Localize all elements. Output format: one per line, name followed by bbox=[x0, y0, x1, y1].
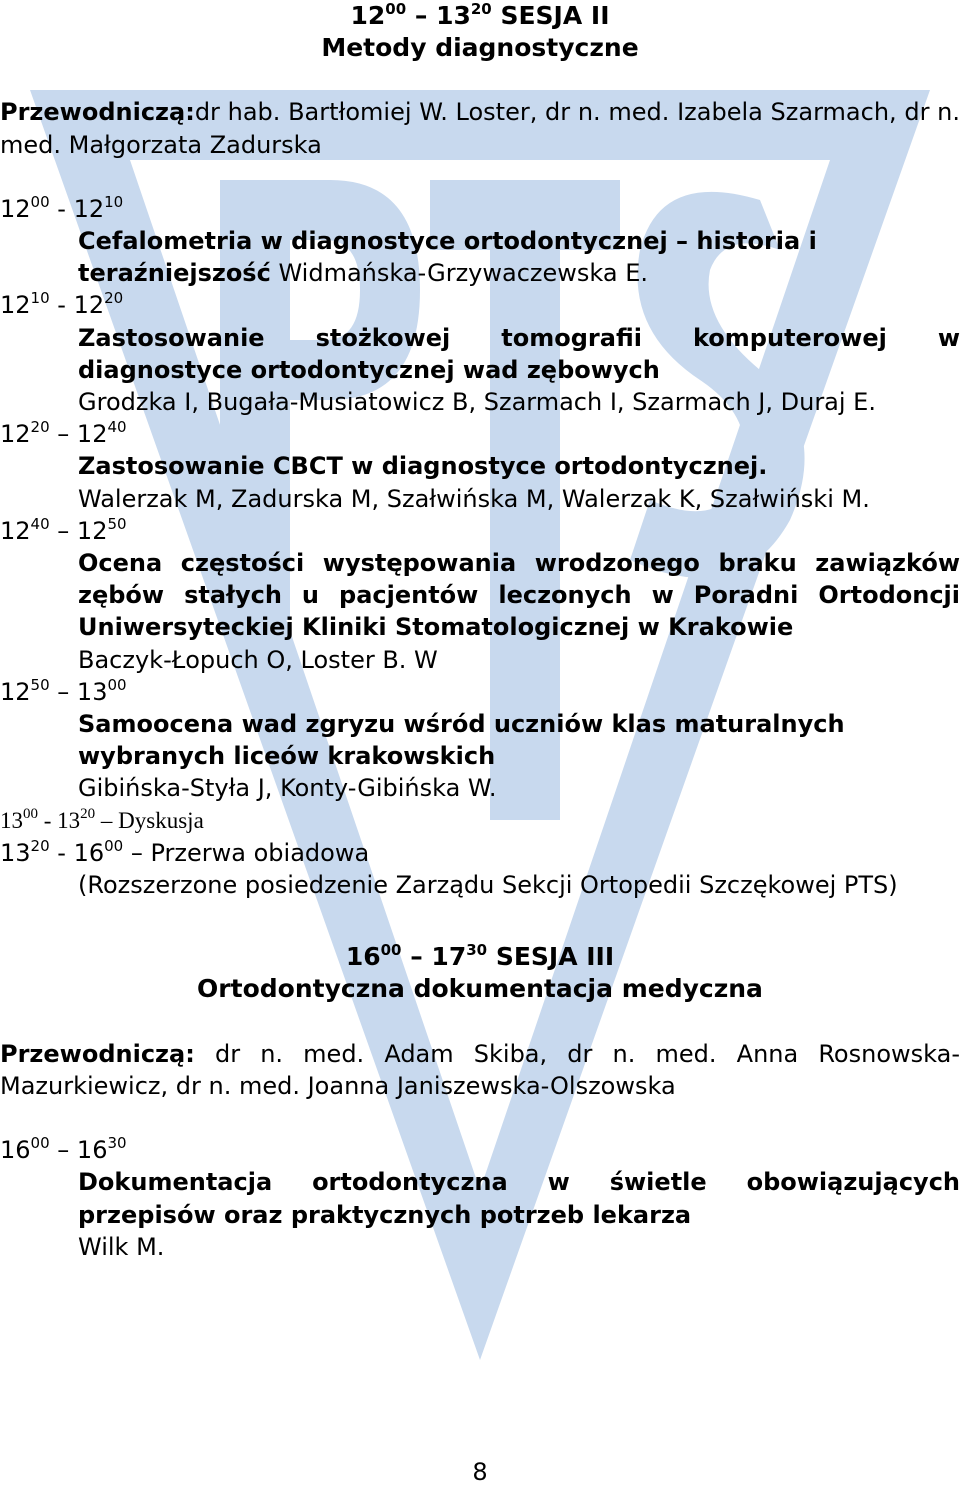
talk-5-title: Samoocena wad zgryzu wśród uczniów klas maturalnych wybranych liceów krakowskich bbox=[78, 710, 845, 771]
session3-header bbox=[0, 941, 960, 1005]
page-number: 8 bbox=[472, 1458, 488, 1486]
talk-3-title: Zastosowanie CBCT w diagnostyce ortodontycznej. bbox=[78, 452, 768, 481]
talk-5-authors: Gibińska-Styła J, Konty-Gibińska W. bbox=[78, 774, 497, 803]
talk-3-time: $12^{20} - 12^{40}$ bbox=[0, 418, 127, 449]
talk-1-title: Cefalometria w diagnostyce ortodontycznej – historia i teraźniejszość bbox=[78, 227, 817, 288]
session2-chairs-label: Przewodniczą: bbox=[0, 98, 195, 127]
session2-chairs-text: dr hab. Bartłomiej W. Loster, dr n. med. Izabela Szarmach, dr n. med. Małgorzata Zadurska bbox=[0, 98, 960, 159]
session2-label: SESJA II bbox=[500, 1, 610, 30]
lunch-label: – Przerwa obiadowa bbox=[130, 838, 370, 867]
session2-time: $12^{00} - 13^{20}$ SESJA II bbox=[350, 0, 610, 30]
session3-chairs-label: Przewodniczą: bbox=[0, 1039, 195, 1068]
session3-label: SESJA III bbox=[495, 942, 615, 972]
talk-2-title: Zastosowanie stożkowej tomografii komputerowej w diagnostyce ortodontycznej wad zębowych bbox=[78, 323, 960, 384]
lunch-row: $13^{20} - 16^{00}$ – Przerwa obiadowa (Rozszerzone posiedzenie Zarządu Sekcji Ortopedii Szczękowej PTS) bbox=[0, 837, 960, 901]
talk-5 bbox=[0, 676, 960, 805]
session3-chairs-text: dr n. med. Adam Skiba, dr n. med. Anna Rosnowska-Mazurkiewicz, dr n. med. Joanna Janiszewska-Olszowska bbox=[0, 1039, 960, 1100]
talk-6-authors: Wilk M. bbox=[78, 1232, 165, 1261]
talk-6 bbox=[0, 1134, 960, 1263]
talk-1 bbox=[0, 193, 960, 290]
talk-4-authors: Baczyk-Łopuch O, Loster B. W bbox=[78, 645, 438, 674]
session3-chairs bbox=[0, 1038, 960, 1102]
talk-1-time: $12^{00} - 12^{10}$ bbox=[0, 192, 124, 223]
talk-4-time: $12^{40} - 12^{50}$ bbox=[0, 514, 127, 545]
talk-4 bbox=[0, 515, 960, 676]
talk-1-authors: Widmańska-Grzywaczewska E. bbox=[278, 259, 648, 288]
session2-chairs bbox=[0, 96, 960, 160]
session3-time: $16^{00} - 17^{30}$ SESJA III bbox=[345, 940, 615, 972]
discussion-row: $13^{00} - 13^{20}$ – Dyskusja bbox=[0, 806, 204, 833]
talk-6-time: $16^{00} - 16^{30}$ bbox=[0, 1134, 127, 1165]
talk-3-authors: Walerzak M, Zadurska M, Szałwińska M, Walerzak K, Szałwiński M. bbox=[78, 484, 870, 513]
talk-2 bbox=[0, 289, 960, 418]
session2-header bbox=[0, 0, 960, 64]
lunch-note: (Rozszerzone posiedzenie Zarządu Sekcji Ortopedii Szczękowej PTS) bbox=[78, 871, 898, 900]
talk-6-title: Dokumentacja ortodontyczna w świetle obowiązujących przepisów oraz praktycznych potrzeb lekarza bbox=[78, 1168, 960, 1229]
session3-subtitle: Ortodontyczna dokumentacja medyczna bbox=[197, 974, 763, 1004]
talk-3 bbox=[0, 418, 960, 515]
session2-subtitle: Metody diagnostyczne bbox=[321, 33, 639, 63]
discussion-label: – Dyskusja bbox=[100, 807, 204, 833]
talk-2-time: $12^{10} - 12^{20}$ bbox=[0, 289, 124, 320]
talk-5-time: $12^{50} - 13^{00}$ bbox=[0, 675, 127, 706]
talk-4-title: Ocena częstości występowania wrodzonego braku zawiązków zębów stałych u pacjentów leczonych w Poradni Ortodoncji Uniwersyteckiej Kliniki Stomatologicznej w Krakowie bbox=[78, 549, 960, 642]
talk-2-authors: Grodzka I, Bugała-Musiatowicz B, Szarmach I, Szarmach J, Duraj E. bbox=[78, 388, 876, 417]
